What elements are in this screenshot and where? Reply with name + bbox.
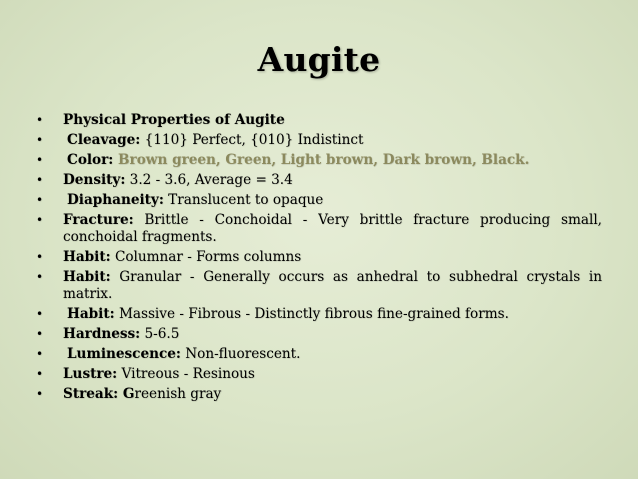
bullet-icon: • <box>36 113 44 127</box>
item-label: Habit: <box>63 269 111 286</box>
item-value-colors: Brown green, Green, Light brown, Dark brown, Black. <box>113 152 530 168</box>
list-item-density <box>36 172 602 189</box>
bullet-icon: • <box>36 133 44 147</box>
list-item-luminescence <box>36 346 602 363</box>
list-item-hardness <box>36 326 602 343</box>
bullet-icon: • <box>36 387 44 402</box>
list-item-cleavage <box>36 132 602 149</box>
list-item-physical-properties <box>36 112 602 129</box>
list-item-diaphaneity <box>36 192 602 209</box>
item-label: Luminescence: <box>67 346 181 363</box>
bullet-icon: • <box>36 173 44 187</box>
item-value: Brittle - Conchoidal - Very brittle fracture producing small, conchoidal fragments. <box>63 212 602 246</box>
item-value: reenish gray <box>134 386 222 403</box>
bullet-icon: • <box>36 153 44 167</box>
item-value: {110} Perfect, {010} Indistinct <box>140 132 364 148</box>
item-label: Cleavage: <box>67 132 141 148</box>
property-list <box>36 112 602 406</box>
bullet-icon: • <box>36 347 44 362</box>
item-label: Density: <box>63 172 126 188</box>
bullet-icon: • <box>36 327 44 342</box>
item-label: Streak: G <box>63 386 135 403</box>
item-value: Non-fluorescent. <box>180 346 301 363</box>
item-label: Fracture: <box>63 212 134 228</box>
list-item-color <box>36 152 602 169</box>
item-value: 5-6.5 <box>140 326 180 343</box>
item-value: Columnar - Forms columns <box>110 249 302 266</box>
item-label: Physical Properties of Augite <box>63 112 285 128</box>
bullet-icon: • <box>36 270 44 285</box>
item-label: Habit: <box>63 249 111 266</box>
list-item-lustre <box>36 366 602 383</box>
bullet-icon: • <box>36 250 44 265</box>
list-item-habit-massive <box>36 306 602 323</box>
bullet-icon: • <box>36 367 44 382</box>
item-value: Vitreous - Resinous <box>117 366 255 383</box>
list-item-habit-granular <box>36 269 602 303</box>
item-value: Massive - Fibrous - Distinctly fibrous fine-grained forms. <box>114 306 509 323</box>
item-label: Habit: <box>67 306 115 323</box>
bullet-icon: • <box>36 213 44 227</box>
item-label: Lustre: <box>63 366 118 383</box>
list-item-fracture <box>36 212 602 246</box>
slide-title: Augite <box>257 40 381 79</box>
bullet-icon: • <box>36 307 44 322</box>
item-label: Hardness: <box>63 326 141 343</box>
item-label: Color: <box>67 152 114 168</box>
bullet-icon: • <box>36 193 44 207</box>
list-item-habit-columnar <box>36 249 602 266</box>
item-value: Granular - Generally occurs as anhedral to subhedral crystals in matrix. <box>63 269 602 303</box>
item-value: 3.2 - 3.6, Average = 3.4 <box>125 172 293 188</box>
list-item-streak <box>36 386 602 403</box>
item-label: Diaphaneity: <box>67 192 164 208</box>
item-value: Translucent to opaque <box>163 192 324 208</box>
